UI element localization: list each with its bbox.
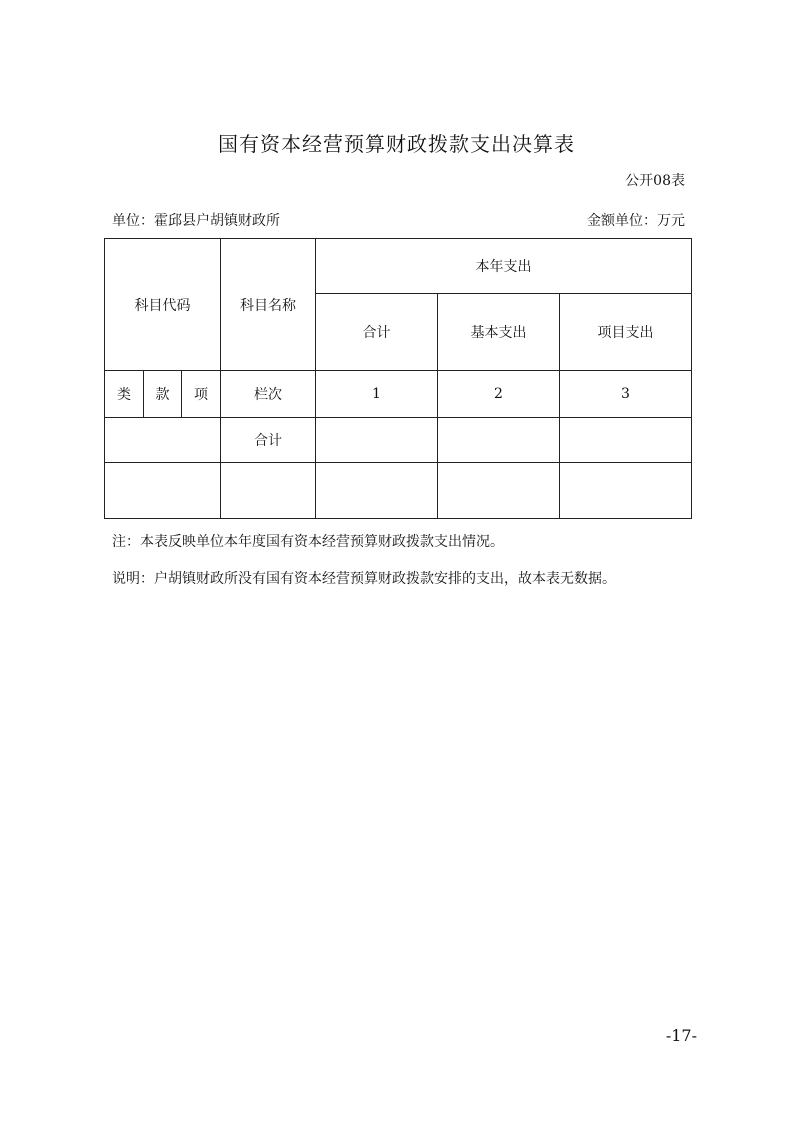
header-subject-code: 科目代码 [105, 239, 221, 371]
document-title: 国有资本经营预算财政拨款支出决算表 [218, 132, 575, 156]
total-row-code-cell [105, 418, 221, 463]
total-row-total-cell [316, 418, 438, 463]
total-row [105, 418, 692, 463]
header-project-expense: 项目支出 [560, 294, 692, 371]
column-index-2: 2 [438, 371, 560, 418]
unit-label: 单位：霍邱县户胡镇财政所 [112, 213, 280, 229]
header-year-expense: 本年支出 [316, 239, 692, 294]
table-row [105, 463, 692, 519]
sub-header-class: 类 [105, 371, 144, 418]
page-number: -17- [665, 1026, 697, 1045]
index-row [105, 371, 692, 418]
empty-basic-cell [438, 463, 560, 519]
empty-name-cell [221, 463, 316, 519]
empty-total-cell [316, 463, 438, 519]
form-code: 公开08表 [625, 173, 685, 189]
expense-table [104, 238, 692, 519]
table-note: 注：本表反映单位本年度国有资本经营预算财政拨款支出情况。 [112, 534, 504, 550]
header-basic-expense: 基本支出 [438, 294, 560, 371]
header-subject-name: 科目名称 [221, 239, 316, 371]
sub-header-item: 项 [182, 371, 221, 418]
total-row-basic-cell [438, 418, 560, 463]
empty-code-cell [105, 463, 221, 519]
total-row-project-cell [560, 418, 692, 463]
total-row-label: 合计 [221, 418, 316, 463]
row-index-label: 栏次 [221, 371, 316, 418]
sub-header-section: 款 [144, 371, 182, 418]
header-total: 合计 [316, 294, 438, 371]
empty-project-cell [560, 463, 692, 519]
amount-unit-label: 金额单位：万元 [587, 213, 685, 229]
table-description: 说明：户胡镇财政所没有国有资本经营预算财政拨款安排的支出，故本表无数据。 [112, 571, 616, 587]
header-row-1 [105, 239, 692, 294]
column-index-3: 3 [560, 371, 692, 418]
column-index-1: 1 [316, 371, 438, 418]
